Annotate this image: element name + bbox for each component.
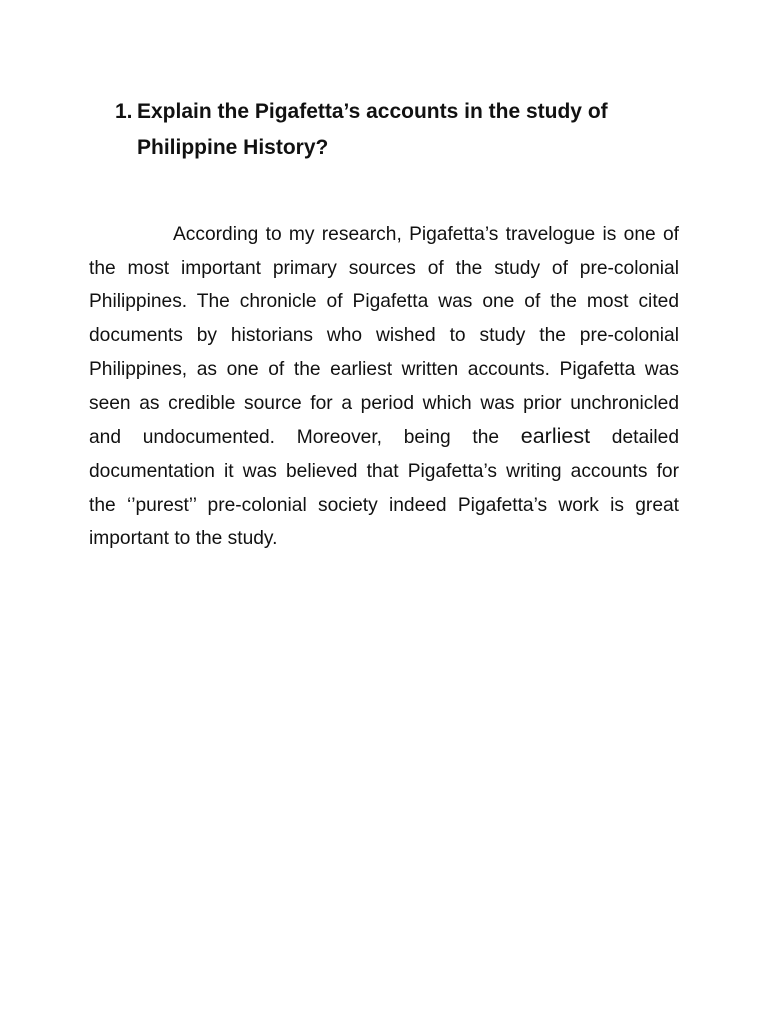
question-heading (115, 94, 675, 166)
answer-text-part-1: According to my research, Pigafetta’s travelogue is one of the most important primary sources of the study of pre-colonial Philippines. The chronicle of Pigafetta was one of the most cited documents by historians who wished to study the pre-colonial Philippines, as one of the earliest written accounts. Pigafetta was seen as credible source for a period which was prior unchronicled and undocumented. Moreover, being the (89, 224, 679, 449)
answer-paragraph (89, 218, 679, 556)
answer-emphasized-word: earliest (520, 424, 591, 449)
question-number: 1. (115, 100, 133, 123)
answer-text-part-2: detailed documentation it was believed that Pigafetta’s writing accounts for the ‘’purest’’ pre-colonial society indeed Pigafetta’s work is great important to the study. (89, 427, 679, 550)
question-text: Explain the Pigafetta’s accounts in the study of Philippine History? (137, 100, 608, 159)
